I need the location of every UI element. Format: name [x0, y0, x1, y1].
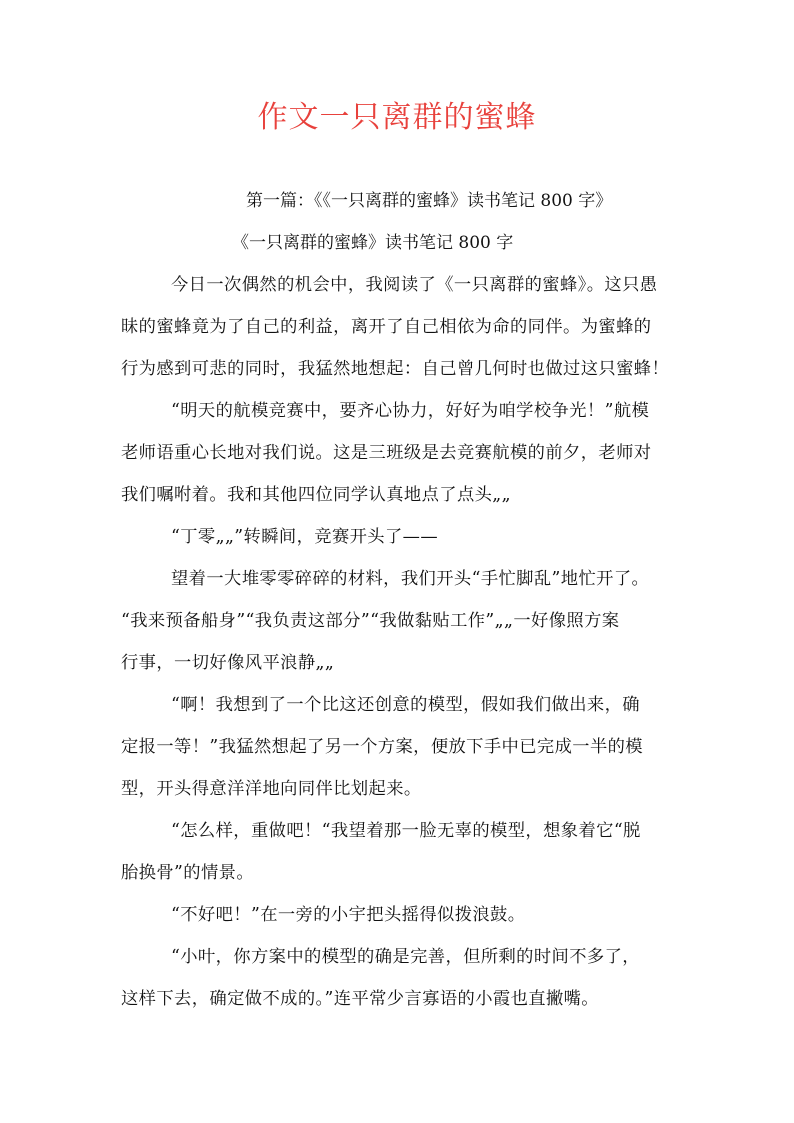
paragraph-line: 我们嘱咐着。我和其他四位同学认真地点了点头„„	[121, 485, 512, 505]
body-text	[121, 269, 701, 1025]
paragraph-line: “明天的航模竞赛中，要齐心协力，好好为咱学校争光！”航模	[171, 401, 650, 421]
paragraph-line: 望着一大堆零零碎碎的材料，我们开头“手忙脚乱”地忙开了。	[171, 569, 650, 589]
paragraph-line: “啊！我想到了一个比这还创意的模型，假如我们做出来，确	[171, 695, 640, 715]
paragraph-line: 定报一等！”我猛然想起了另一个方案，便放下手中已完成一半的模	[121, 737, 643, 757]
paragraph-line: “我来预备船身”“我负责这部分”“我做黏贴工作”„„一好像照方案	[121, 611, 620, 631]
paragraph-line: “不好吧！”在一旁的小宇把头摇得似拨浪鼓。	[171, 905, 526, 925]
paragraph-line: 行事，一切好像风平浪静„„	[121, 653, 335, 673]
paragraph-line: 型，开头得意洋洋地向同伴比划起来。	[121, 779, 422, 799]
paragraph-line: “怎么样，重做吧！“我望着那一脸无辜的模型，想象着它“脱	[171, 821, 641, 841]
section-heading: 第一篇：《《一只离群的蜜蜂》读书笔记 800 字》	[246, 191, 613, 211]
paragraph-line: “丁零„„”转瞬间，竞赛开头了——	[171, 527, 439, 547]
paragraph-line: 今日一次偶然的机会中，我阅读了《一只离群的蜜蜂》。这只愚	[171, 275, 658, 295]
paragraph-line: “小叶，你方案中的模型的确是完善，但所剩的时间不多了，	[171, 947, 640, 967]
paragraph-line: 行为感到可悲的同时，我猛然地想起：自己曾几何时也做过这只蜜蜂！	[121, 359, 670, 379]
paragraph-line: 这样下去，确定做不成的。”连平常少言寡语的小霞也直撇嘴。	[121, 989, 599, 1009]
section-subheading: 《一只离群的蜜蜂》读书笔记 800 字	[232, 233, 514, 253]
paragraph-line: 老师语重心长地对我们说。这是三班级是去竞赛航模的前夕，老师对	[121, 443, 652, 463]
document-title: 作文一只离群的蜜蜂	[257, 100, 537, 135]
paragraph-line: 胎换骨”的情景。	[121, 863, 255, 883]
paragraph-line: 昧的蜜蜂竟为了自己的利益，离开了自己相依为命的同伴。为蜜蜂的	[121, 317, 652, 337]
